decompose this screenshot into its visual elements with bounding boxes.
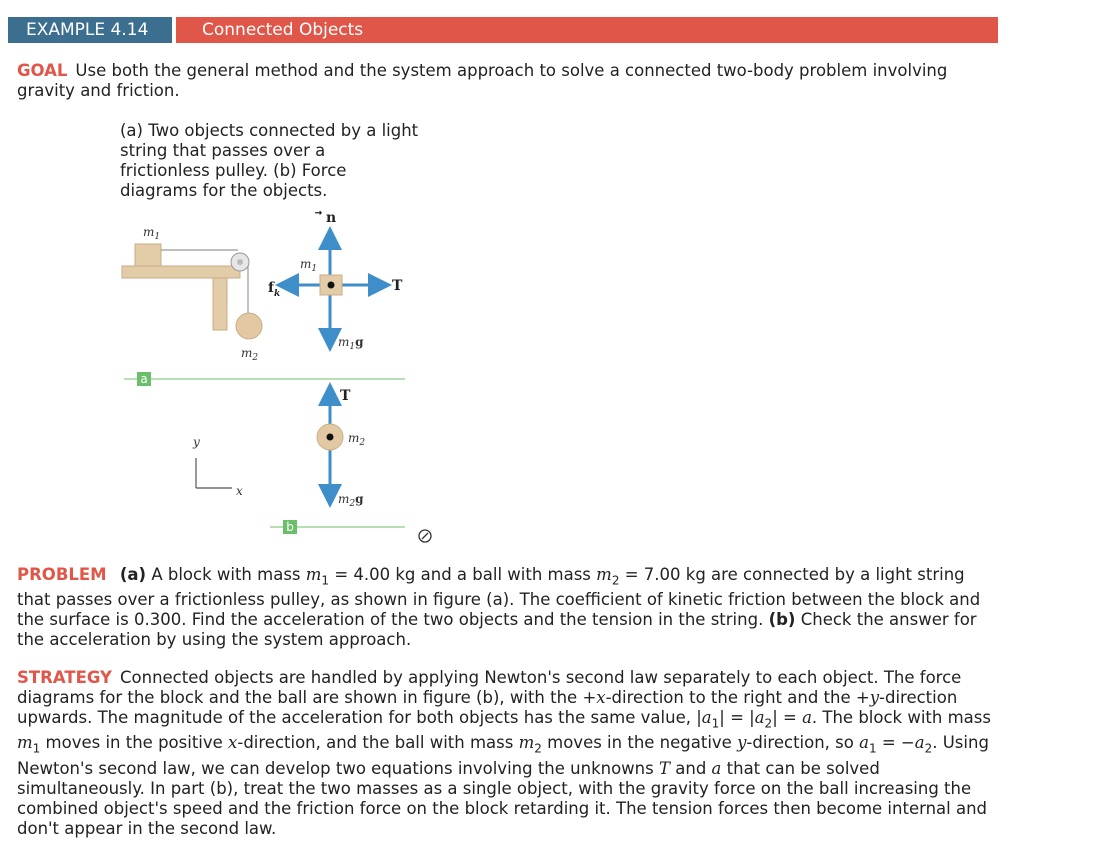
problem-paragraph: PROBLEM (a) A block with mass $m_1 = 4.00$ kg and a ball with mass $m_2 = 7.00$ kg are connected by a light string that passes over a frictionless pulley, as shown in figure (a). The coefficient of kinetic friction between the block and the surface is 0.300. Find the acceleration of the two objects and the tension in the string. (b) Check the answer for the acceleration by using the system approach. [17,565,981,650]
axis-y-label: y [193,435,200,449]
goal-text: Use both the general method and the system approach to solve a connected two-body problem involving gravity and friction. [17,61,948,100]
goal-label: GOAL [17,61,68,80]
example-title: Connected Objects [176,17,998,43]
figure-caption: (a) Two objects connected by a light string that passes over a frictionless pulley. (b) Force diagrams for the objects. [120,121,419,200]
strategy-label: STRATEGY [17,668,112,687]
table-top [122,266,240,278]
label-m2g: $m_2g$ [338,492,364,509]
ball-m2 [236,313,262,339]
label-m1-a: $m_1$ [143,225,161,242]
label-m2-b: $m_2$ [348,431,366,448]
coordinate-axes [192,435,243,498]
label-T1: T [392,278,403,294]
figure-a-setup [122,225,262,363]
pulley-axle [237,259,243,265]
problem-part-b: (b) [768,610,796,630]
force-diagram-m2 [317,388,365,509]
label-fk: $f_k$ [268,280,281,299]
label-n: n [326,210,337,226]
label-m1g: $m_1g$ [338,335,364,352]
problem-part-a: (a) [119,565,147,584]
block-m1 [135,244,161,266]
interactive-figure-icon[interactable] [419,530,431,542]
table-leg [213,278,227,330]
problem-label: PROBLEM [17,565,107,584]
center-dot-2 [327,434,334,441]
figure-label-a: a [140,372,148,386]
label-m2-a: $m_2$ [241,346,259,363]
strategy-paragraph: STRATEGY Connected objects are handled by applying Newton's second law separately to each object. The force diagrams for the block and the ball are shown in figure (b), with the +x-direction to the right and the +y-direction upwards. The magnitude of the acceleration for both objects has the same value, $|a_1| = |a_2| = a$. The block with mass $m_1$ moves in the positive x-direction, and the ball with mass $m_2$ moves in the negative y-direction, so $a_1 = -a_2$. Using Newton's second law, we can develop two equations involving the unknowns T and a that can be solved simultaneously. In part (b), treat the two masses as a single object, with the gravity force on the ball increasing the combined object's speed and the friction force on the block retarding it. The tension forces then become internal and don't appear in the second law. [17,668,991,838]
label-m1-b: $m_1$ [300,257,318,274]
center-dot-1 [328,282,335,289]
figure-label-b: b [286,520,294,534]
axis-x-label: x [236,484,243,498]
force-diagram-m1 [268,210,403,352]
label-T2: T [340,388,351,404]
example-number: EXAMPLE 4.14 [8,17,172,43]
